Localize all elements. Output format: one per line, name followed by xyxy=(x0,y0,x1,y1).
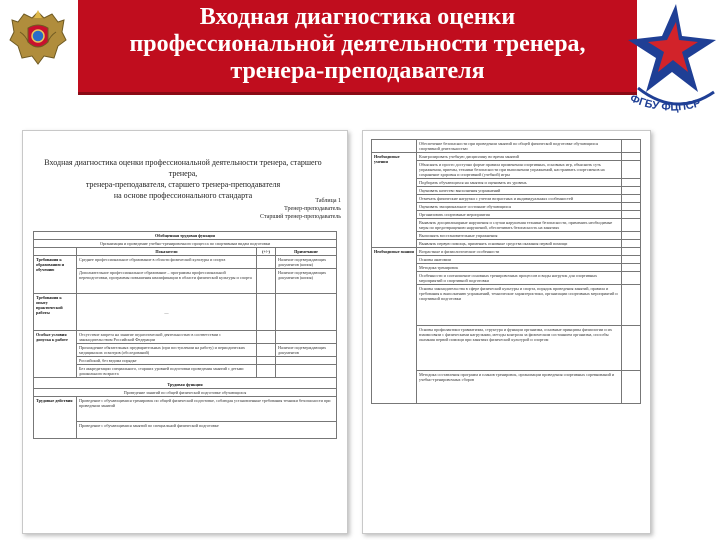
row-note xyxy=(276,294,337,331)
logo-text: ФГБУ ФЦПСР xyxy=(628,92,703,114)
table-row xyxy=(372,153,641,161)
doc-title-line-2: тренера-преподавателя, старшего тренера-преподавателя xyxy=(85,180,281,189)
table-label: Таблица 1 xyxy=(315,198,341,204)
header-cell-empty xyxy=(34,248,77,256)
table-row xyxy=(34,365,337,378)
doc-title-line-1: Входная диагностика оценки профессиональной деятельности тренера, старшего тренера, xyxy=(44,158,322,178)
header-mark: (+/-) xyxy=(257,248,276,256)
row-text: Выполнять восстановительные упражнения xyxy=(417,232,622,240)
row-mark xyxy=(622,232,641,240)
slide-header xyxy=(0,0,720,114)
table-row xyxy=(372,140,641,153)
table-row xyxy=(372,248,641,256)
row-text: Проведение с обучающимися тренировок по общей физической подготовке, соблюдая установленные требования техники безопасности при проведении занятий xyxy=(77,397,337,422)
table-row xyxy=(34,397,337,422)
row-label: Требования к опыту практической работы xyxy=(34,294,77,331)
table-row xyxy=(34,357,337,365)
row-text: Основы законодательства в сфере физической культуры и спорта, порядок проведения занятий, правила и требования к выполнению упражнений, технические характеристики, организации спортивных мероприятий и спортивной подготовки xyxy=(417,285,622,326)
row-text: Среднее профессиональное образование в области физической культуры и спорта xyxy=(77,256,257,269)
row-mark xyxy=(622,326,641,371)
row-text: Российский, без ведома порядке xyxy=(77,357,257,365)
row-text: Оценивать эмоциональное состояние обучающихся xyxy=(417,203,622,211)
row-mark xyxy=(257,357,276,365)
row-mark xyxy=(622,153,641,161)
row-mark xyxy=(622,285,641,326)
row-mark xyxy=(257,256,276,269)
row-text: Отмечать физические нагрузки с учетом возрастных и индивидуальных особенностей xyxy=(417,195,622,203)
row-mark xyxy=(622,248,641,256)
row-note xyxy=(276,331,337,344)
row-note: Наличие подтверждающих документов (копия) xyxy=(276,256,337,269)
table-caption xyxy=(223,197,341,221)
row-text: Обеспечение безопасности при проведении занятий по общей физической подготовке обучающихся спортивной деятельностью xyxy=(417,140,622,153)
table-row xyxy=(34,294,337,331)
row-mark xyxy=(257,331,276,344)
title-line-1: Входная диагностика оценки xyxy=(199,4,516,30)
row-label: Трудовые действия xyxy=(34,397,77,439)
table-row xyxy=(34,344,337,357)
section-subheading-2: Проведение занятий по общей физической подготовке обучающихся xyxy=(34,389,337,397)
table-row xyxy=(34,256,337,269)
row-mark xyxy=(622,264,641,272)
row-text: Особенности и соотношение основных тренировочных процессов и виды нагрузок для спортивных мероприятий и спортивной подготовки xyxy=(417,272,622,285)
row-note xyxy=(276,357,337,365)
row-mark xyxy=(622,195,641,203)
row-text: Основы профилактики травматизма, структура и функции организма, основные принципы физиологии и их взаимосвязи с физическими нагрузками, методы контроля за физическим состоянием организма, способы оказания первой помощи при занятиях физической культурой и спортом xyxy=(417,326,622,371)
row-mark xyxy=(622,272,641,285)
table-row xyxy=(34,269,337,294)
section-heading: Обобщенная трудовая функция xyxy=(34,232,337,240)
coat-of-arms-icon xyxy=(6,6,70,70)
row-mark xyxy=(622,240,641,248)
title-banner xyxy=(78,0,637,92)
row-text: Дополнительное профессиональное образование – программы профессиональной переподготовки, программы повышения квалификации в области физической культуры и спорта xyxy=(77,269,257,294)
logo-caption xyxy=(622,92,718,120)
row-mark xyxy=(622,371,641,404)
row-label: Особые условия допуска к работе xyxy=(34,331,77,378)
row-text: Оценивать качество выполнения упражнений xyxy=(417,187,622,195)
row-text: Возрастные и физиологические особенности xyxy=(417,248,622,256)
row-mark xyxy=(622,256,641,264)
title-line-2: профессиональной деятельности тренера, xyxy=(129,31,586,57)
doc-title xyxy=(33,157,333,201)
row-text: Отсутствие запрета на занятие педагогической деятельностью в соответствии с законодательством Российской Федерации xyxy=(77,331,257,344)
section-heading-2: Трудовая функция xyxy=(34,378,337,389)
row-note: Наличие подтверждающих документов xyxy=(276,344,337,357)
row-text: Методика составления программ и планов тренировок, организации проведения спортивных соревнований и учебно-тренировочных сборов xyxy=(417,371,622,404)
role-line-1: Тренер-преподаватель xyxy=(284,206,341,212)
row-mark xyxy=(622,187,641,195)
row-text: Без аккредитации специального, старших уровней подготовки проведения занятий с детьми дошкольного возраста xyxy=(77,365,257,378)
row-text: Организовать спортивные мероприятия xyxy=(417,211,622,219)
row-label: Необходимые умения xyxy=(372,153,417,248)
row-label: Требования к образованию и обучению xyxy=(34,256,77,294)
role-line-2: Старший тренер-преподаватель xyxy=(260,214,341,220)
row-text: Методика тренировок xyxy=(417,264,622,272)
row-text: Прохождение обязательных предварительных (при поступлении на работу) и периодических медицинских осмотров (обследований) xyxy=(77,344,257,357)
competence-table-right xyxy=(371,139,641,404)
row-mark xyxy=(622,140,641,153)
row-mark xyxy=(622,211,641,219)
row-mark xyxy=(257,294,276,331)
row-mark xyxy=(622,179,641,187)
row-mark xyxy=(257,365,276,378)
doc-title-line-3: на основе профессионального стандарта xyxy=(113,191,253,200)
row-text: Подбирать обучающихся на занятия и оценивать их уровень xyxy=(417,179,622,187)
document-page-right xyxy=(362,130,651,534)
row-text: Объяснять и просто доступно форме правила применения спортивных, основных игр, объяснить суть упражнения, приемы, техники безопасности при выполнении упражнений, настраивать спортсменов на сохранение здоровья и спортивной (учебной) игры xyxy=(417,161,622,179)
row-text: — xyxy=(77,294,257,331)
row-text: Основы анатомии xyxy=(417,256,622,264)
header-indicators: Показатели xyxy=(77,248,257,256)
row-text: Контролировать учебную дисциплину во время занятий xyxy=(417,153,622,161)
row-label: Необходимые знания xyxy=(372,248,417,404)
section-subheading: Организация и проведение учебно-тренировочного процесса по спортивным видам подготовки xyxy=(34,240,337,248)
document-page-left xyxy=(22,130,348,534)
row-text: Проведение с обучающимися занятий по специальной физической подготовке xyxy=(77,422,337,439)
header-note: Примечание xyxy=(276,248,337,256)
slide-title xyxy=(78,4,637,85)
row-mark xyxy=(622,161,641,179)
row-text: Выявлять первую помощь, применять основные средства оказания первой помощи xyxy=(417,240,622,248)
row-label xyxy=(372,140,417,153)
row-note xyxy=(276,365,337,378)
row-mark xyxy=(257,269,276,294)
competence-table-left xyxy=(33,231,337,439)
row-text: Выявлять дисциплинарные нарушения и случаи нарушения техники безопасности, применять необходимые меры по предотвращению нарушений, обеспечивать безопасность на занятиях xyxy=(417,219,622,232)
svg-text:ФГБУ ФЦПСР xyxy=(628,92,702,113)
logo-caption-curve xyxy=(622,92,718,120)
row-mark xyxy=(622,219,641,232)
row-mark xyxy=(257,344,276,357)
row-mark xyxy=(622,203,641,211)
title-line-3: тренера-преподавателя xyxy=(230,58,485,84)
row-note: Наличие подтверждающих документов (копия) xyxy=(276,269,337,294)
table-row xyxy=(34,331,337,344)
table-row xyxy=(34,422,337,439)
